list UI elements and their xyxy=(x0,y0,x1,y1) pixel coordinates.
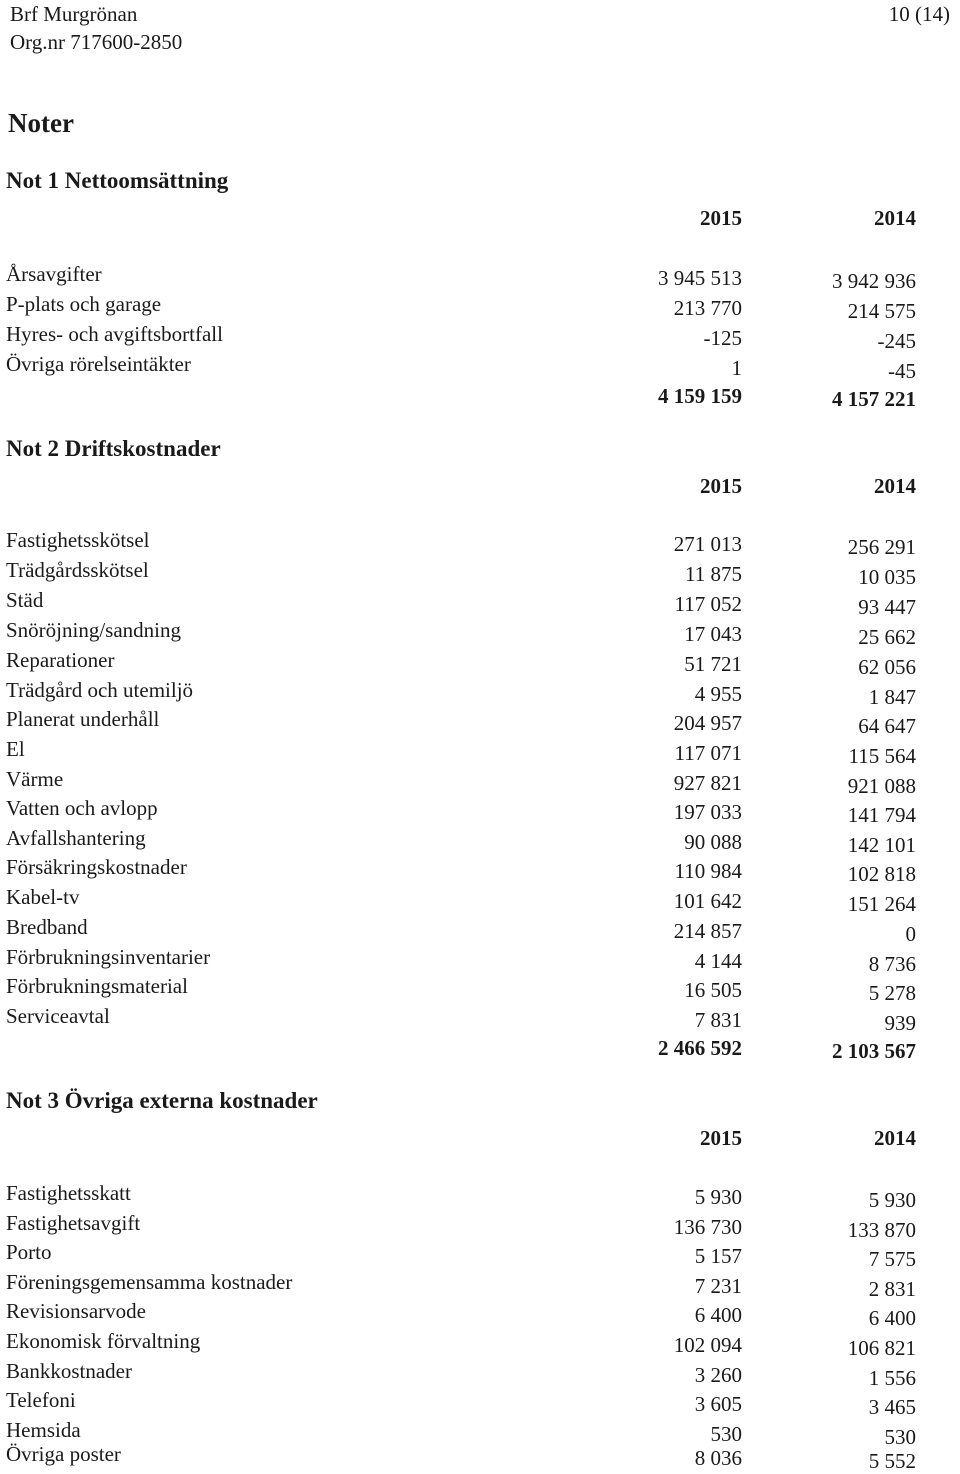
row-label: Vatten och avlopp xyxy=(6,796,158,820)
table-row xyxy=(0,945,960,975)
row-label: Försäkringskostnader xyxy=(6,855,187,879)
table-row xyxy=(0,796,960,826)
row-label: Trädgårdsskötsel xyxy=(6,558,149,582)
value-2014: -245 xyxy=(877,329,916,353)
row-label: Övriga poster xyxy=(6,1442,121,1466)
value-2015: 4 144 xyxy=(694,949,742,973)
value-2014: 5 930 xyxy=(868,1188,916,1212)
value-2014: 2 831 xyxy=(868,1277,916,1301)
table-row xyxy=(0,528,960,558)
value-2014: 7 575 xyxy=(868,1247,916,1271)
total-2015: 2 466 592 xyxy=(658,1036,742,1060)
value-2015: 197 033 xyxy=(673,800,742,824)
total-2014: 2 103 567 xyxy=(832,1039,916,1063)
value-2015: 214 857 xyxy=(673,919,742,943)
table-row xyxy=(0,915,960,945)
value-2015: 11 875 xyxy=(685,562,742,586)
table-row xyxy=(0,648,960,678)
note-title: Not 1 Nettoomsättning xyxy=(6,168,229,193)
value-2014: 214 575 xyxy=(847,299,916,323)
value-2014: 3 465 xyxy=(868,1395,916,1419)
row-label: El xyxy=(6,737,25,761)
value-2014: 25 662 xyxy=(858,625,916,649)
value-2015: 7 231 xyxy=(694,1274,742,1298)
row-label: Ekonomisk förvaltning xyxy=(6,1329,201,1353)
value-2014: 93 447 xyxy=(858,595,916,619)
value-2015: 204 957 xyxy=(673,711,742,735)
table-row xyxy=(0,826,960,856)
value-2015: 3 605 xyxy=(694,1392,742,1416)
value-2015: 16 505 xyxy=(684,978,742,1002)
value-2014: 141 794 xyxy=(847,803,916,827)
table-row xyxy=(0,558,960,588)
table-row xyxy=(0,1442,960,1472)
org-number: Org.nr 717600-2850 xyxy=(10,30,183,54)
row-label: Bredband xyxy=(6,915,88,939)
value-2014: 106 821 xyxy=(847,1336,916,1360)
row-label: Bankkostnader xyxy=(6,1359,132,1383)
row-label: Fastighetsskötsel xyxy=(6,528,150,552)
table-row xyxy=(0,1388,960,1418)
row-label: Hemsida xyxy=(6,1418,81,1442)
value-2015: 117 071 xyxy=(674,741,742,765)
table-row xyxy=(0,885,960,915)
value-2014: 142 101 xyxy=(847,833,916,857)
row-label: Planerat underhåll xyxy=(6,707,160,731)
value-2014: 921 088 xyxy=(847,774,916,798)
row-label: Porto xyxy=(6,1240,52,1264)
value-2015: 101 642 xyxy=(673,889,742,913)
value-2014: 133 870 xyxy=(847,1218,916,1242)
value-2014: 3 942 936 xyxy=(832,269,916,293)
row-label: Fastighetsskatt xyxy=(6,1181,131,1205)
value-2015: 5 157 xyxy=(694,1244,742,1268)
row-label: Föreningsgemensamma kostnader xyxy=(6,1270,293,1294)
value-2014: -45 xyxy=(888,359,916,383)
row-label: Serviceavtal xyxy=(6,1004,110,1028)
total-2014: 4 157 221 xyxy=(832,387,916,411)
value-2014: 62 056 xyxy=(858,655,916,679)
row-label: Revisionsarvode xyxy=(6,1299,146,1323)
row-label: Reparationer xyxy=(6,648,115,672)
row-label: Telefoni xyxy=(6,1388,76,1412)
table-row xyxy=(0,1299,960,1329)
value-2014: 5 552 xyxy=(868,1449,916,1473)
row-label: Övriga rörelseintäkter xyxy=(6,352,191,376)
value-2014: 102 818 xyxy=(847,862,916,886)
row-label: Avfallshantering xyxy=(6,826,146,850)
row-label: Hyres- och avgiftsbortfall xyxy=(6,322,223,346)
value-2014: 115 564 xyxy=(848,744,916,768)
year-header-2014: 2014 xyxy=(874,474,916,498)
value-2015: 5 930 xyxy=(694,1185,742,1209)
value-2015: 7 831 xyxy=(694,1008,742,1032)
year-header-2014: 2014 xyxy=(874,1126,916,1150)
value-2015: 213 770 xyxy=(673,296,742,320)
table-row xyxy=(0,1270,960,1300)
value-2014: 939 xyxy=(884,1011,916,1035)
value-2015: 136 730 xyxy=(673,1215,742,1239)
value-2014: 6 400 xyxy=(868,1306,916,1330)
value-2015: 51 721 xyxy=(684,652,742,676)
row-label: Städ xyxy=(6,588,44,612)
document-header xyxy=(10,0,182,56)
value-2015: 3 260 xyxy=(694,1363,742,1387)
value-2014: 530 xyxy=(884,1425,916,1449)
value-2015: 6 400 xyxy=(694,1303,742,1327)
table-row xyxy=(0,292,960,322)
table-row xyxy=(0,855,960,885)
value-2014: 64 647 xyxy=(858,714,916,738)
year-header-2015: 2015 xyxy=(700,1126,742,1150)
value-2015: 17 043 xyxy=(684,622,742,646)
row-label: Kabel-tv xyxy=(6,885,80,909)
table-row xyxy=(0,737,960,767)
table-row xyxy=(0,767,960,797)
table-row xyxy=(0,1181,960,1211)
value-2015: 3 945 513 xyxy=(658,266,742,290)
year-header-2014: 2014 xyxy=(874,206,916,230)
row-label: Årsavgifter xyxy=(6,262,102,286)
value-2015: 102 094 xyxy=(673,1333,742,1357)
table-row xyxy=(0,1329,960,1359)
year-header-2015: 2015 xyxy=(700,206,742,230)
value-2014: 10 035 xyxy=(858,565,916,589)
value-2015: 4 955 xyxy=(694,682,742,706)
table-row xyxy=(0,1359,960,1389)
table-row xyxy=(0,618,960,648)
value-2015: -125 xyxy=(703,326,742,350)
value-2014: 0 xyxy=(905,922,916,946)
table-row xyxy=(0,678,960,708)
table-row xyxy=(0,322,960,352)
table-row xyxy=(0,1211,960,1241)
row-label: Fastighetsavgift xyxy=(6,1211,141,1235)
value-2015: 110 984 xyxy=(674,859,742,883)
value-2014: 5 278 xyxy=(868,981,916,1005)
value-2015: 927 821 xyxy=(673,771,742,795)
total-2015: 4 159 159 xyxy=(658,384,742,408)
table-row xyxy=(0,262,960,292)
note-title: Not 2 Driftskostnader xyxy=(6,436,221,461)
table-row xyxy=(0,974,960,1004)
table-row xyxy=(0,1240,960,1270)
table-row xyxy=(0,1004,960,1034)
value-2015: 530 xyxy=(710,1422,742,1446)
table-row xyxy=(0,707,960,737)
note-title: Not 3 Övriga externa kostnader xyxy=(6,1088,318,1113)
value-2014: 256 291 xyxy=(847,535,916,559)
page-number: 10 (14) xyxy=(888,2,950,26)
value-2014: 1 847 xyxy=(868,685,916,709)
org-name: Brf Murgrönan xyxy=(10,2,138,26)
total-row xyxy=(0,1032,960,1062)
total-row xyxy=(0,380,960,410)
row-label: Förbrukningsinventarier xyxy=(6,945,211,969)
row-label: Trädgård och utemiljö xyxy=(6,678,194,702)
row-label: Värme xyxy=(6,767,64,791)
value-2015: 90 088 xyxy=(684,830,742,854)
row-label: Förbrukningsmaterial xyxy=(6,974,188,998)
value-2014: 1 556 xyxy=(868,1366,916,1390)
table-row xyxy=(0,352,960,382)
value-2015: 1 xyxy=(731,356,742,380)
value-2014: 151 264 xyxy=(847,892,916,916)
value-2015: 8 036 xyxy=(694,1446,742,1470)
table-row xyxy=(0,588,960,618)
page-title: Noter xyxy=(8,108,74,138)
year-header-2015: 2015 xyxy=(700,474,742,498)
value-2014: 8 736 xyxy=(868,952,916,976)
value-2015: 117 052 xyxy=(674,592,742,616)
value-2015: 271 013 xyxy=(673,532,742,556)
row-label: Snöröjning/sandning xyxy=(6,618,182,642)
row-label: P-plats och garage xyxy=(6,292,162,316)
